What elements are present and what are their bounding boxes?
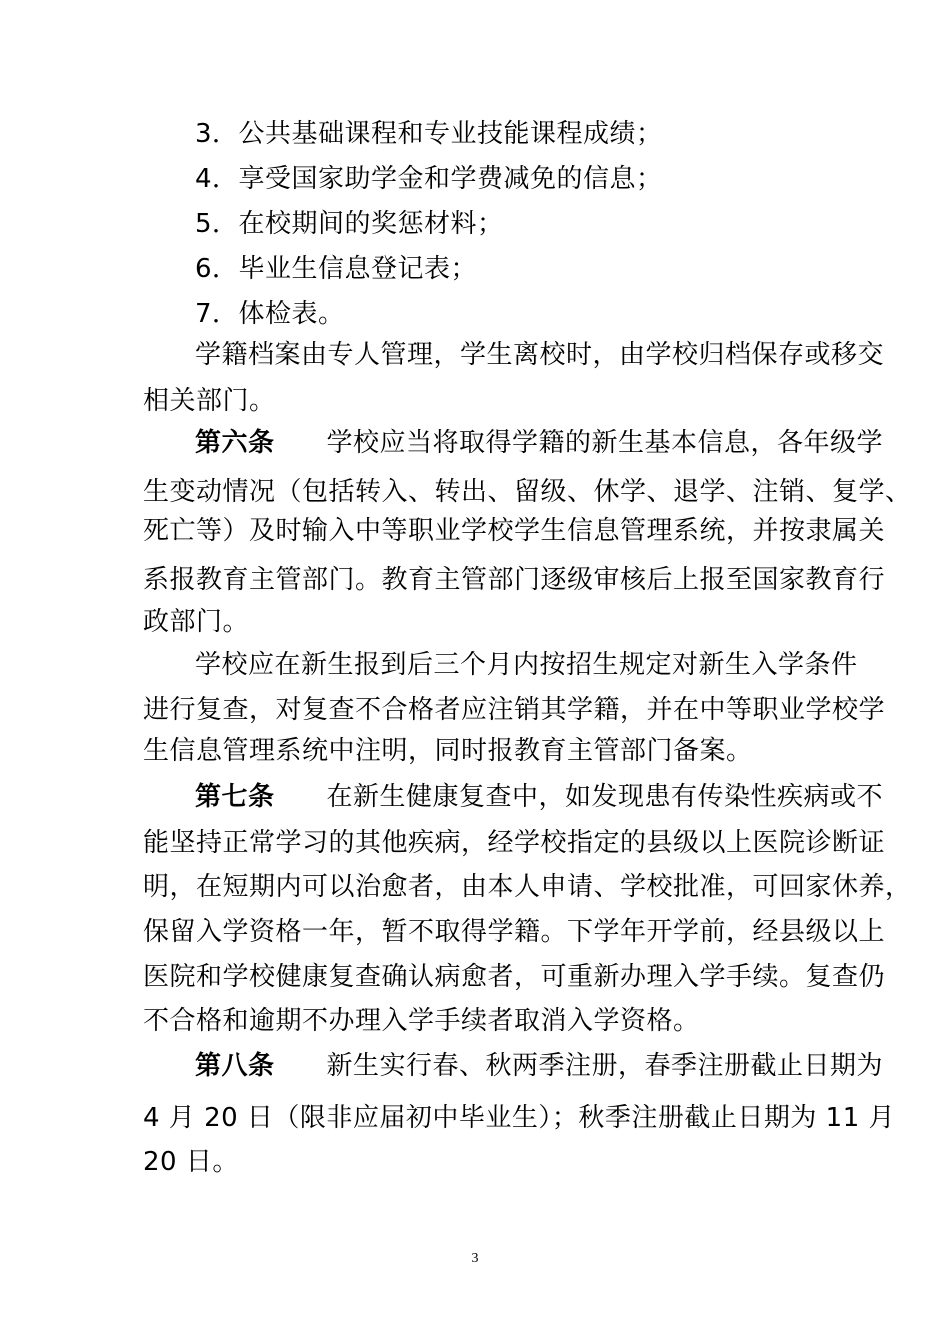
article-6-line-4: 系报教育主管部门。教育主管部门逐级审核后上报至国家教育行 bbox=[143, 565, 886, 595]
article-7-heading: 第七条 bbox=[195, 782, 275, 812]
article-6-line-3: 死亡等）及时输入中等职业学校学生信息管理系统，并按隶属关 bbox=[143, 516, 886, 546]
article-7-line-2: 能坚持正常学习的其他疾病，经学校指定的县级以上医院诊断证 bbox=[143, 828, 886, 858]
article-6-text-1: 学校应当将取得学籍的新生基本信息，各年级学 bbox=[326, 428, 884, 458]
paragraph-archive-line-2: 相关部门。 bbox=[143, 386, 276, 416]
article-7-line-3: 明，在短期内可以治愈者，由本人申请、学校批准，可回家休养， bbox=[143, 872, 912, 902]
article-6-paragraph-2-line-3: 生信息管理系统中注明，同时报教育主管部门备案。 bbox=[143, 736, 753, 766]
article-6-heading: 第六条 bbox=[195, 428, 275, 458]
article-8-line-3: 20 日。 bbox=[143, 1147, 239, 1177]
article-7-text-1: 在新生健康复查中，如发现患有传染性疾病或不 bbox=[326, 782, 884, 812]
list-item-4: 4．享受国家助学金和学费减免的信息； bbox=[195, 164, 663, 194]
article-6-paragraph-2-line-2: 进行复查，对复查不合格者应注销其学籍，并在中等职业学校学 bbox=[143, 695, 886, 725]
article-7-line-6: 不合格和逾期不办理入学手续者取消入学资格。 bbox=[143, 1006, 700, 1036]
article-8-line-1 bbox=[195, 1046, 883, 1086]
article-7-line-1 bbox=[195, 777, 883, 817]
article-8-line-2: 4 月 20 日（限非应届初中毕业生）；秋季注册截止日期为 11 月 bbox=[143, 1103, 896, 1133]
article-7-line-5: 医院和学校健康复查确认病愈者，可重新办理入学手续。复查仍 bbox=[143, 962, 886, 992]
list-item-3: 3．公共基础课程和专业技能课程成绩； bbox=[195, 119, 663, 149]
article-8-heading: 第八条 bbox=[195, 1051, 275, 1081]
list-item-6: 6．毕业生信息登记表； bbox=[195, 254, 478, 284]
list-item-5: 5．在校期间的奖惩材料； bbox=[195, 209, 504, 239]
article-6-line-2: 生变动情况（包括转入、转出、留级、休学、退学、注销、复学、 bbox=[143, 477, 912, 507]
article-6-line-5: 政部门。 bbox=[143, 607, 250, 637]
article-6-line-1 bbox=[195, 423, 883, 463]
paragraph-archive-line-1: 学籍档案由专人管理，学生离校时，由学校归档保存或移交 bbox=[195, 340, 885, 370]
article-6-paragraph-2-line-1: 学校应在新生报到后三个月内按招生规定对新生入学条件 bbox=[195, 650, 858, 680]
article-8-text-1: 新生实行春、秋两季注册，春季注册截止日期为 bbox=[326, 1051, 884, 1081]
page-number: 3 bbox=[471, 1251, 479, 1266]
article-7-line-4: 保留入学资格一年，暂不取得学籍。下学年开学前，经县级以上 bbox=[143, 917, 886, 947]
list-item-7: 7．体检表。 bbox=[195, 299, 345, 329]
